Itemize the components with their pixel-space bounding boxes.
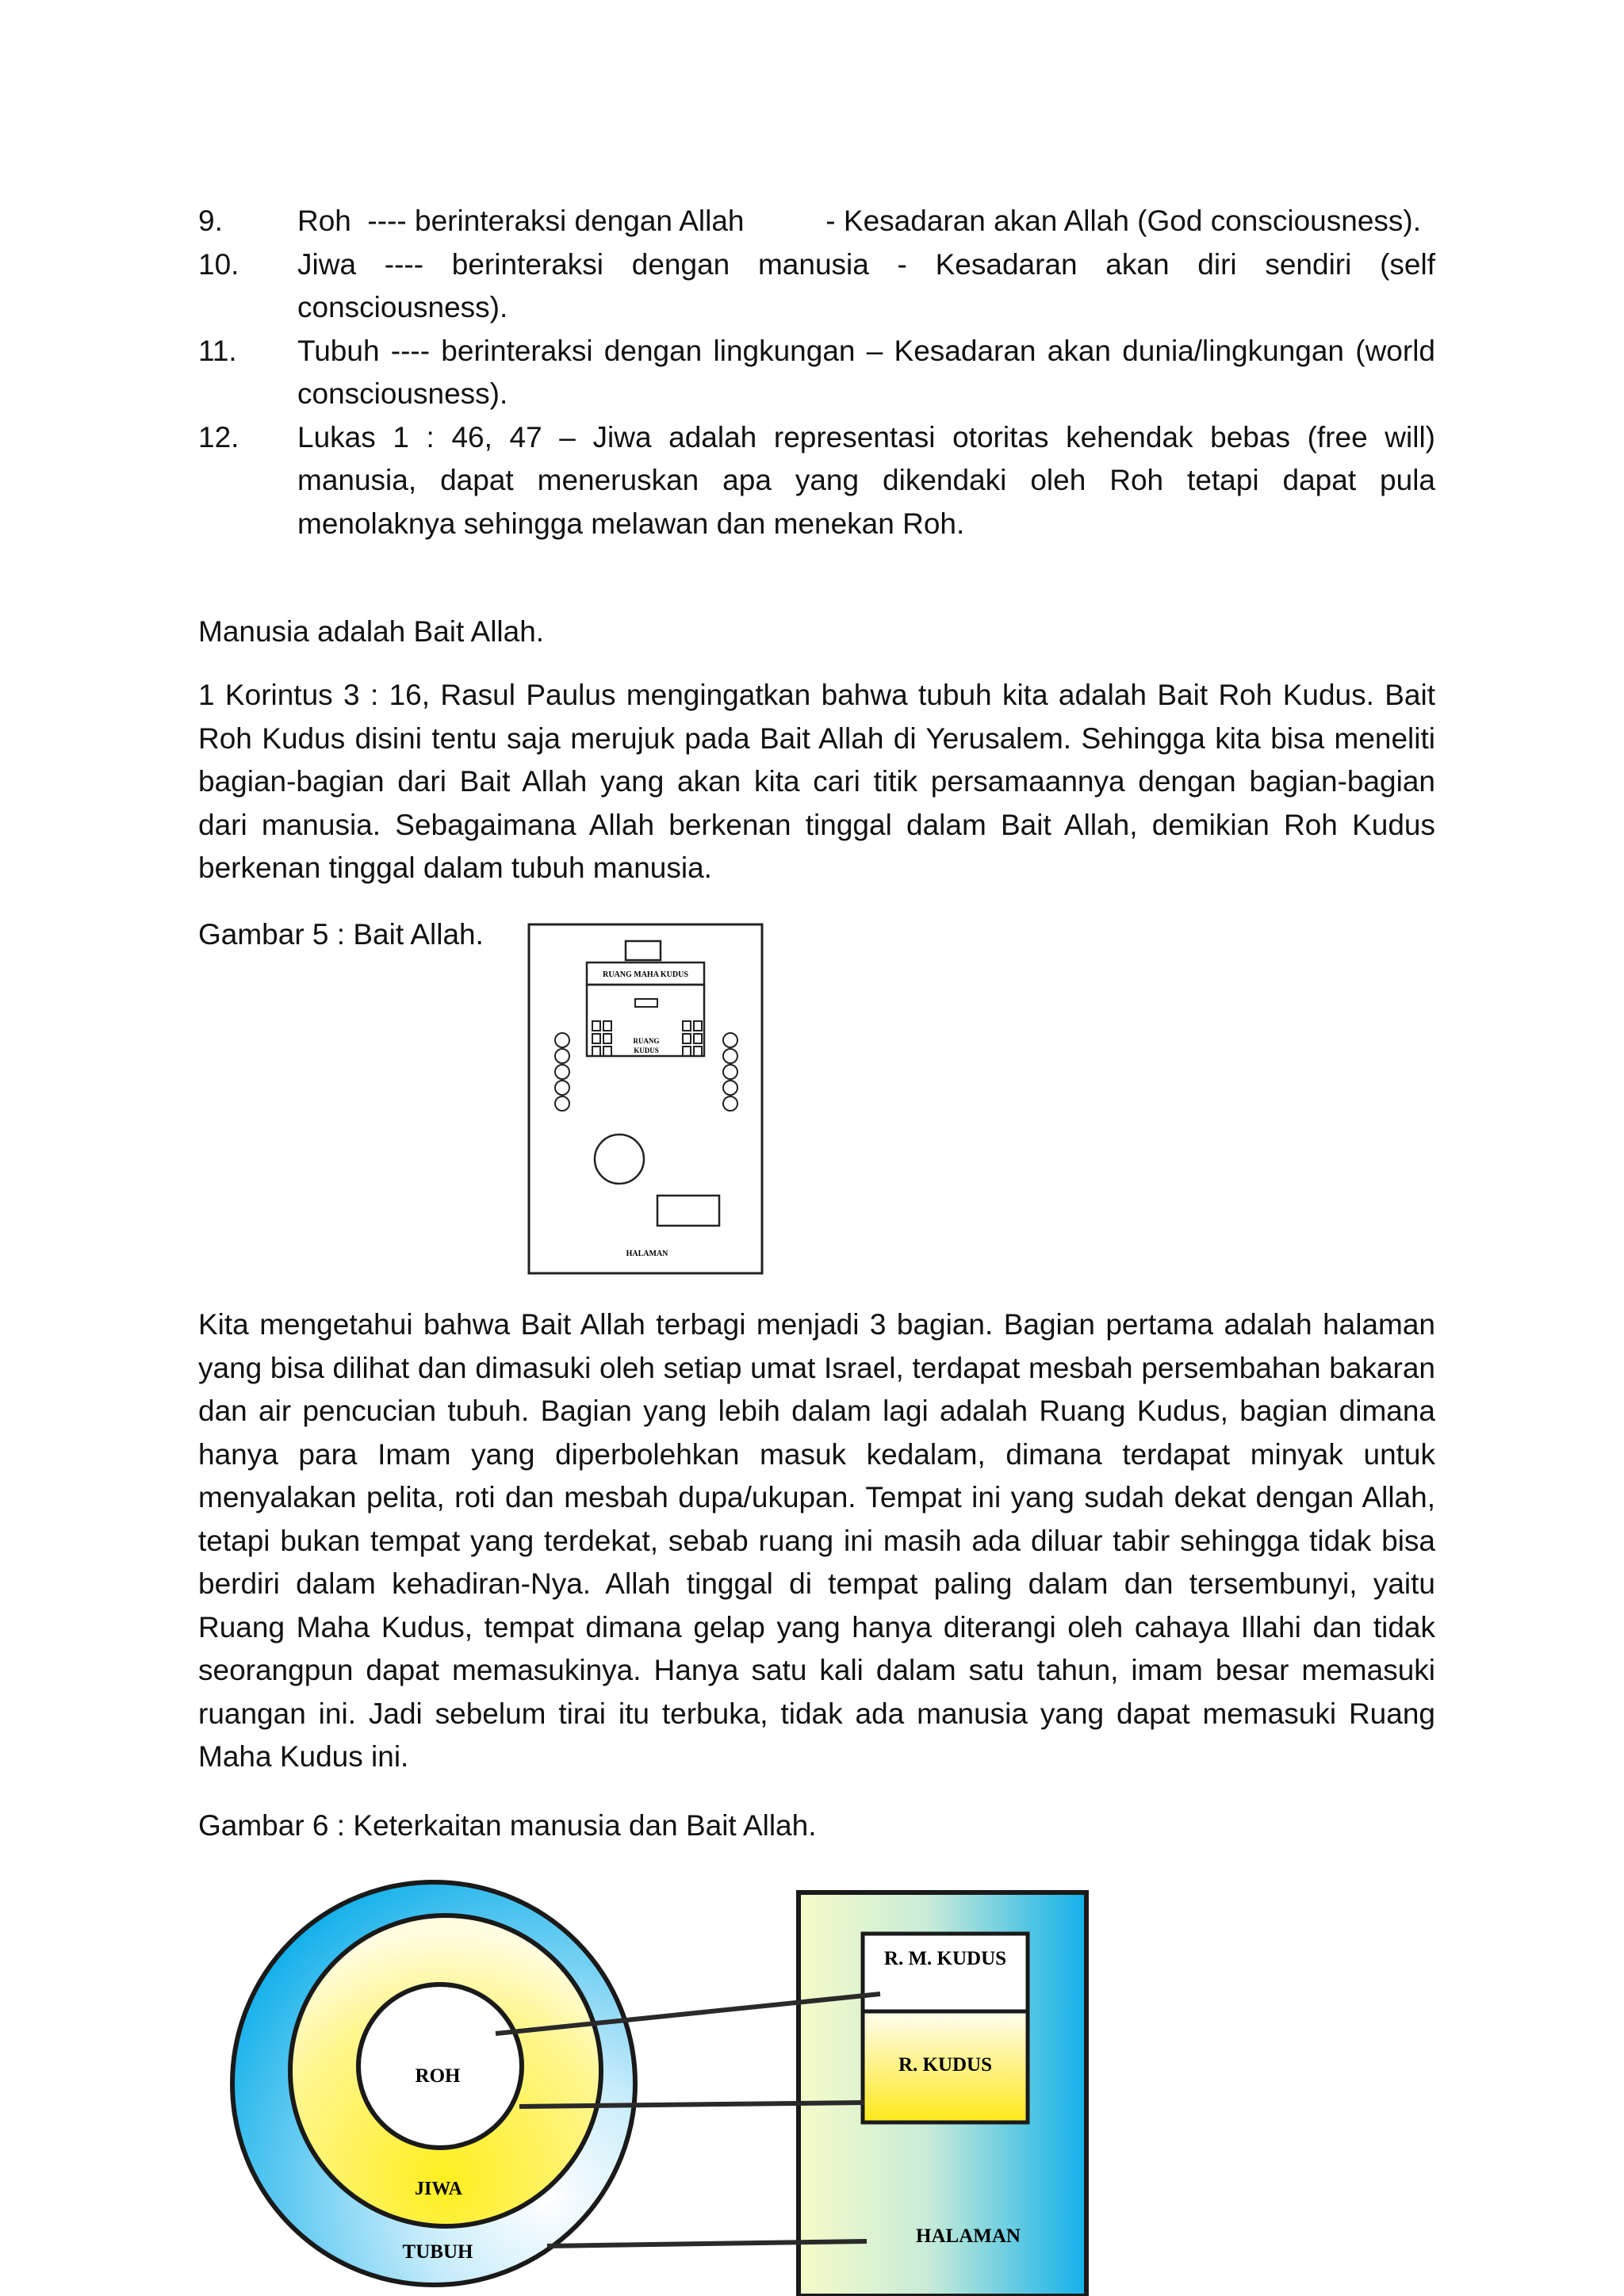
list-number: 12. [198, 420, 239, 453]
soul-label: JIWA [414, 2179, 463, 2199]
list-text: Jiwa ---- berinteraksi dengan manusia - Kesadaran akan diri sendiri (self consciousness). [297, 247, 1435, 323]
holy-place-label-2: KUDUS [634, 1047, 659, 1054]
temple-floorplan-figure [527, 923, 765, 1275]
list-text: Roh ---- berinteraksi dengan Allah - Kesadaran akan Allah (God consciousness). [297, 205, 1422, 237]
list-number: 11. [198, 334, 237, 367]
holy-of-holies-box [863, 1934, 1028, 2011]
spirit-label: ROH [415, 2065, 461, 2087]
holy-of-holies-label: RUANG MAHA KUDUS [603, 970, 688, 979]
numbered-list [198, 200, 1435, 545]
figure-6-caption: Gambar 6 : Keterkaitan manusia dan Bait Allah. [198, 1809, 817, 1842]
paragraph-intro: 1 Korintus 3 : 16, Rasul Paulus mengingatkan bahwa tubuh kita adalah Bait Roh Kudus. Bait Roh Kudus disini tentu saja merujuk pada Bait Allah di Yerusalem. Sehingga kita bisa meneliti bagian-bagian dari Bait Allah yang akan kita cari titik persamaannya dengan bagian-bagian dari manusia. Sebagaimana Allah berkenan tinggal dalam Bait Allah, demikian Roh Kudus berkenan tinggal dalam tubuh manusia. [198, 679, 1435, 884]
figure-5-caption: Gambar 5 : Bait Allah. [198, 918, 484, 951]
list-item [198, 330, 1435, 416]
paragraph-temple-parts: Kita mengetahui bahwa Bait Allah terbagi menjadi 3 bagian. Bagian pertama adalah halaman yang bisa dilihat dan dimasuki oleh setiap umat Israel, terdapat mesbah persembahan bakaran dan air pencucian tubuh. Bagian yang lebih dalam lagi adalah Ruang Kudus, bagian dimana hanya para Imam yang diperbolehkan masuk kedalam, dimana terdapat minyak untuk menyalakan pelita, roti dan mesbah dupa/ukupan. Tempat ini yang sudah dekat dengan Allah, tetapi bukan tempat yang terdekat, sebab ruang ini masih ada diluar tabir sehingga tidak bisa berdiri dalam kehadiran-Nya. Allah tinggal di tempat paling dalam dan tersembunyi, yaitu Ruang Maha Kudus, tempat dimana gelap yang hanya diterangi oleh cahaya Illahi dan tidak seorangpun dapat memasukinya. Hanya satu kali dalam satu tahun, imam besar memasuki ruangan ini. Jadi sebelum tirai itu terbuka, tidak ada manusia yang dapat memasuki Ruang Maha Kudus ini. [198, 1308, 1435, 1773]
list-number: 10. [198, 247, 239, 281]
section-heading: Manusia adalah Bait Allah. [198, 615, 545, 648]
list-text: Tubuh ---- berinteraksi dengan lingkungan – Kesadaran akan dunia/lingkungan (world consciousness). [297, 334, 1435, 410]
list-text: Lukas 1 : 46, 47 – Jiwa adalah representasi otoritas kehendak bebas (free will) manusia, dapat meneruskan apa yang dikendaki oleh Roh tetapi dapat pula menolaknya sehingga melawan dan menekan Roh. [297, 420, 1435, 540]
holy-of-holies-label: R. M. KUDUS [883, 1948, 1007, 1969]
list-number: 9. [198, 205, 223, 237]
human-temple-relation-figure [0, 1871, 1126, 2296]
holy-place-label: R. KUDUS [898, 2054, 993, 2076]
body-label: TUBUH [402, 2241, 473, 2263]
courtyard-label: HALAMAN [916, 2225, 1021, 2247]
list-item [198, 200, 1435, 243]
courtyard-label: HALAMAN [626, 1249, 668, 1258]
holy-place-label-1: RUANG [633, 1037, 660, 1045]
list-item [198, 416, 1435, 546]
list-item [198, 243, 1435, 330]
